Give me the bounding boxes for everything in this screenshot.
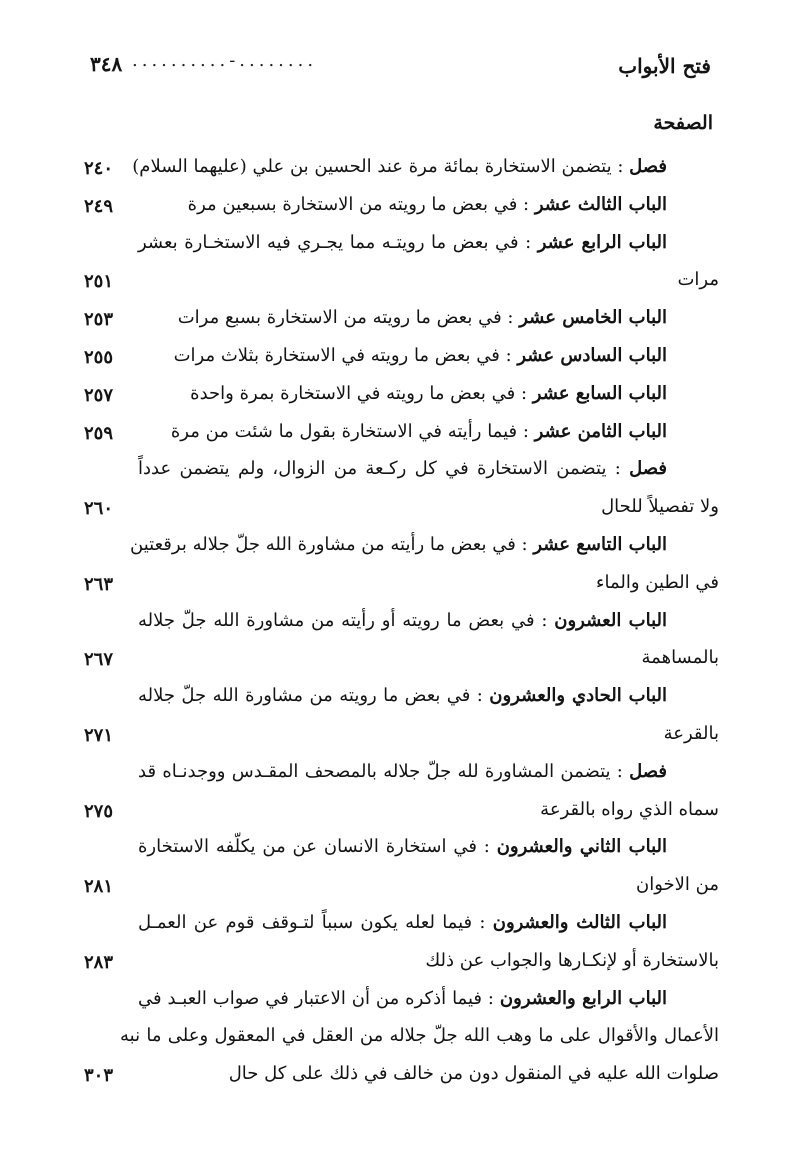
toc-entry <box>70 530 719 568</box>
toc-entry-label: الباب السابع عشر <box>532 382 667 404</box>
toc-entry <box>70 832 719 870</box>
toc-entry-continuation-text: بالمساهمة <box>641 647 719 669</box>
toc-entry-label: الباب الرابع والعشرون <box>499 987 667 1009</box>
toc-entry-continuation-text: ولا تفصيلاً للحال <box>601 496 719 518</box>
toc-entry <box>70 303 719 341</box>
toc-entry <box>70 757 719 795</box>
toc-entry-description: : في بعض ما رويته في الاستخارة بمرة واحدة <box>190 382 533 404</box>
toc-entry <box>70 908 719 946</box>
toc-entry-text <box>171 421 667 442</box>
toc-entry-description: : يتضمن المشاورة لله جلّ جلاله بالمصحف المقـدس ووجدنـاه قد <box>138 760 630 782</box>
toc-entry-text <box>138 912 667 933</box>
header-book-title: فتح الأبواب <box>618 54 711 78</box>
toc-entry-label: الباب السادس عشر <box>517 344 667 366</box>
toc-page-number: ٢٥١ <box>84 271 114 293</box>
toc-entry-continuation <box>70 265 719 303</box>
toc-entry-label: الباب الرابع عشر <box>537 231 667 253</box>
toc-entry-label: فصل <box>629 156 667 177</box>
toc-entry-text <box>178 307 667 328</box>
toc-entry-continuation-text: الأعمال والأقوال على ما وهب الله جلّ جلاله من العقل في المعقول وعلى ما نبه <box>120 1025 719 1047</box>
toc-page-number: ٢٦٠ <box>84 498 114 520</box>
toc-entry <box>70 984 719 1022</box>
toc-entry-continuation <box>70 1059 719 1097</box>
toc-entry <box>70 606 719 644</box>
toc-entry-continuation-text: بالقرعة <box>663 722 719 744</box>
toc-entry-description: : في بعض ما رويته من الاستخارة بسبع مرات <box>177 307 520 329</box>
toc-entry-text <box>188 194 667 215</box>
toc-entry <box>70 379 719 417</box>
table-of-contents <box>70 152 719 1097</box>
toc-entry-text <box>174 345 667 366</box>
toc-entry-label: الباب الحادي والعشرون <box>489 685 668 707</box>
toc-entry-label: فصل <box>629 760 667 782</box>
toc-entry-text <box>138 610 667 631</box>
toc-entry-continuation <box>70 946 719 984</box>
toc-page-number: ٢٥٥ <box>84 346 114 368</box>
toc-entry-text <box>138 458 667 479</box>
toc-entry-text <box>132 156 667 177</box>
toc-entry <box>70 152 719 190</box>
toc-page-number: ٢٥٩ <box>84 422 114 444</box>
toc-entry <box>70 681 719 719</box>
toc-entry-label: الباب الثالث والعشرون <box>492 911 668 933</box>
toc-entry-description: : في بعض ما رويته من الاستخارة بسبعين مرة <box>187 193 535 215</box>
toc-entry-description: : في بعض ما رويته في الاستخارة بثلاث مرات <box>173 344 518 366</box>
toc-entry-description: : في بعض ما رويته أو رأيته من مشاورة الله جلّ جلاله <box>138 609 555 631</box>
header-page-number: ٣٤٨ <box>90 52 123 76</box>
toc-entry-description: : فيما رأيته في الاستخارة بقول ما شئت من مرة <box>170 420 535 442</box>
toc-entry-label: فصل <box>629 458 667 480</box>
toc-page-number: ٢٥٣ <box>84 309 114 331</box>
toc-page-number: ٢٧٥ <box>84 800 114 822</box>
toc-entry-label: الباب الثامن عشر <box>534 420 667 442</box>
toc-entry-continuation <box>70 492 719 530</box>
toc-entry-label: الباب التاسع عشر <box>533 533 667 555</box>
toc-entry-label: الباب الخامس عشر <box>519 307 667 329</box>
toc-entry-text <box>138 685 667 706</box>
toc-entry-continuation <box>70 795 719 833</box>
toc-entry <box>70 417 719 455</box>
toc-entry-continuation <box>70 643 719 681</box>
toc-page-number: ٢٤٠ <box>84 158 114 179</box>
toc-entry-description: : يتضمن الاستخارة في كل ركـعة من الزوال، ولم يتضمن عدداً <box>138 458 630 480</box>
toc-entry-text <box>138 761 667 782</box>
toc-entry-continuation-text: مرات <box>677 269 719 291</box>
toc-entry-label: الباب الثاني والعشرون <box>496 836 667 858</box>
toc-entry-continuation <box>70 870 719 908</box>
toc-entry-label: الباب الثالث عشر <box>534 193 667 215</box>
toc-entry <box>70 190 719 228</box>
toc-entry-text <box>130 533 667 555</box>
toc-entry-description: : في استخارة الانسان عن من يكلّفه الاستخارة <box>138 836 497 858</box>
toc-page-number: ٢٧١ <box>84 724 114 746</box>
toc-entry <box>70 454 719 492</box>
toc-entry-continuation-text: صلوات الله عليه في المنقول دون من خالف في ذلك على كل حال <box>228 1063 719 1085</box>
page-column-heading: الصفحة <box>653 112 713 134</box>
toc-page-number: ٢٨١ <box>84 876 114 898</box>
toc-entry-description: : فيما لعله يكون سبباً لتـوقف قوم عن العمـل <box>138 911 493 933</box>
toc-entry-continuation-text: بالاستخارة أو لإنكـارها والجواب عن ذلك <box>425 949 719 971</box>
toc-page-number: ٢٤٩ <box>84 195 114 217</box>
toc-entry-continuation <box>70 1021 719 1059</box>
toc-entry-text <box>138 836 667 857</box>
toc-entry-continuation <box>70 568 719 606</box>
toc-entry-text <box>190 383 667 404</box>
toc-entry-text <box>138 232 667 253</box>
toc-entry-description: : في بعض ما رأيته من مشاورة الله جلّ جلاله برقعتين <box>130 533 534 555</box>
toc-entry-description: : في بعض ما رويته من مشاورة الله جلّ جلاله <box>138 685 490 707</box>
toc-page-number: ٢٦٧ <box>84 649 114 671</box>
toc-entry-continuation <box>70 719 719 757</box>
toc-page-number: ٢٨٣ <box>84 951 114 973</box>
header-dot-leader: ..........-........ <box>132 50 318 71</box>
toc-entry <box>70 228 719 266</box>
toc-page-number: ٣٠٣ <box>84 1065 114 1087</box>
toc-entry-description: : فيما أذكره من أن الاعتبار في صواب العبـد في <box>138 987 500 1009</box>
toc-entry-continuation-text: من الاخوان <box>636 874 719 896</box>
toc-entry-continuation-text: في الطين والماء <box>596 571 719 593</box>
toc-entry-continuation-text: سماه الذي رواه بالقرعة <box>540 798 719 820</box>
toc-page-number: ٢٦٣ <box>84 573 114 595</box>
toc-entry-label: الباب العشرون <box>554 609 668 631</box>
toc-entry-text <box>138 988 667 1009</box>
toc-entry <box>70 341 719 379</box>
toc-entry-description: : يتضمن الاستخارة بمائة مرة عند الحسين بن علي (عليهما السلام) <box>132 156 630 177</box>
toc-page-number: ٢٥٧ <box>84 384 114 406</box>
toc-entry-description: : في بعض ما رويتـه مما يجـري فيه الاستخـارة بعشر <box>138 231 538 253</box>
